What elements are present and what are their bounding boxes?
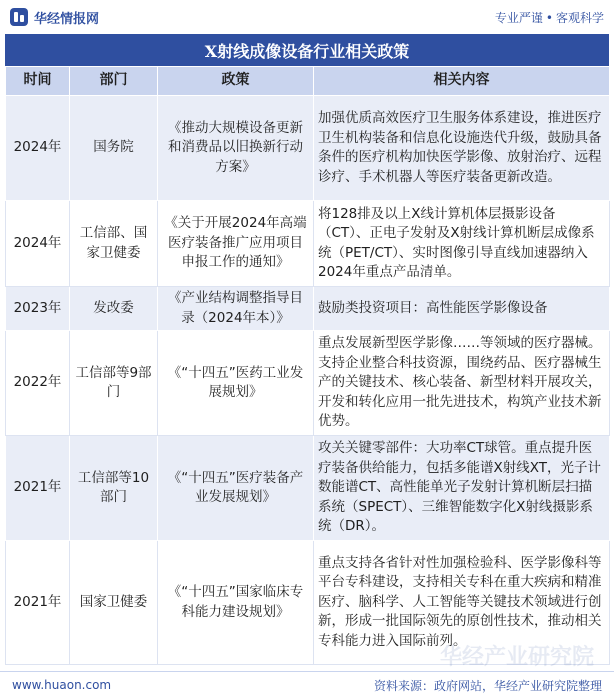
row-department: 工信部、国家卫健委 [70,201,158,287]
slogan-left: 专业严谨 [494,10,543,25]
column-header-time: 时间 [6,67,70,96]
row-policy: 《“十四五”医疗装备产业发展规划》 [158,436,314,541]
row-department: 发改委 [70,287,158,331]
slogan [495,9,604,26]
brand-logo-icon [10,8,28,26]
row-content: 重点支持各省针对性加强检验科、医学影像科等平台专科建设，支持相关专科在重大疾病和精准医疗、脑科学、人工智能等关键技术领域进行创新，形成一批国际领先的原创性技术，推动相关专科能力进入国际前列。 [314,541,610,665]
row-year: 2021年 [6,541,70,665]
table-row [6,96,610,201]
policy-table [5,66,610,665]
footer-url-link[interactable]: www.huaon.com [12,678,112,692]
row-year: 2021年 [6,436,70,541]
table-row [6,287,610,331]
row-content: 鼓励类投资项目：高性能医学影像设备 [314,287,610,331]
brand-name: 华经情报网 [34,11,100,27]
brand[interactable] [10,8,99,27]
row-policy: 《产业结构调整指导目录（2024年本）》 [158,287,314,331]
slogan-right: 客观科学 [555,10,604,25]
row-department: 国家卫健委 [70,541,158,665]
column-header-content: 相关内容 [314,67,610,96]
table-title: X射线成像设备行业相关政策 [5,34,609,66]
row-content: 攻关关键零部件：大功率CT球管。重点提升医疗装备供给能力，包括多能谱X射线XT，光子计数能谱CT、高性能单光子发射计算机断层扫描系统（SPECT）、三维智能数字化X射线摄影系统（DR）。 [314,436,610,541]
table-row [6,541,610,665]
row-year: 2024年 [6,96,70,201]
table-row [6,436,610,541]
row-policy: 《“十四五”国家临床专科能力建设规划》 [158,541,314,665]
footer-source: 资料来源：政府网站，华经产业研究院整理 [373,678,602,693]
column-header-policy: 政策 [158,67,314,96]
row-year: 2024年 [6,201,70,287]
row-content: 将128排及以上X线计算机体层摄影设备（CT）、正电子发射及X射线计算机断层成像系统（PET/CT）、实时图像引导直线加速器纳入2024年重点产品清单。 [314,201,610,287]
row-year: 2023年 [6,287,70,331]
row-content: 重点发展新型医学影像……等领域的医疗器械。支持企业整合科技资源，围绕药品、医疗器械生产的关键技术、核心装备、新型材料开展攻关，开发和转化应用一批先进技术，构筑产业技术新优势。 [314,331,610,436]
row-year: 2022年 [6,331,70,436]
row-policy: 《推动大规模设备更新和消费品以旧换新行动方案》 [158,96,314,201]
column-header-department: 部门 [70,67,158,96]
table-row [6,201,610,287]
table-row [6,331,610,436]
row-policy: 《关于开展2024年高端医疗装备推广应用项目申报工作的通知》 [158,201,314,287]
row-department: 工信部等10部门 [70,436,158,541]
row-content: 加强优质高效医疗卫生服务体系建设，推进医疗卫生机构装备和信息化设施迭代升级，鼓励具备条件的医疗机构加快医学影像、放射治疗、远程诊疗、手术机器人等医疗装备更新改造。 [314,96,610,201]
row-department: 工信部等9部门 [70,331,158,436]
row-department: 国务院 [70,96,158,201]
table-header-row [6,67,610,96]
footer [0,671,614,698]
slogan-separator: • [545,10,553,25]
top-bar [0,0,614,34]
row-policy: 《“十四五”医药工业发展规划》 [158,331,314,436]
